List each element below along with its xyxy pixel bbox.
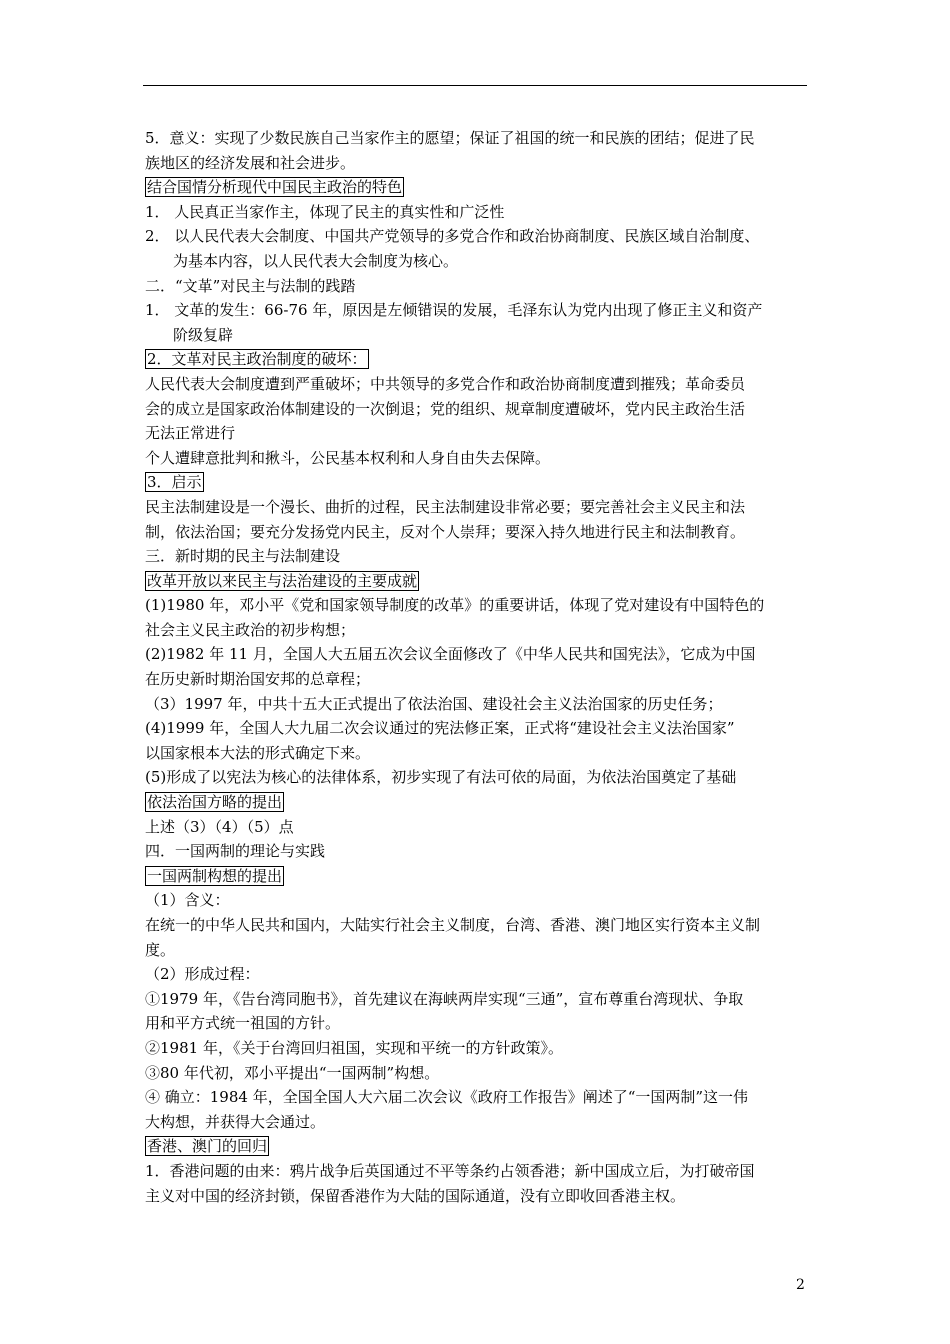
line-text: 阶级复辟 [173, 325, 234, 344]
section-heading [145, 347, 810, 372]
text-line [145, 446, 810, 471]
text-line [145, 298, 810, 323]
text-line [145, 815, 810, 840]
line-text: ④ 确立：1984 年，全国全国人大六届二次会议《政府工作报告》阐述了“一国两制”这一伟 [145, 1088, 749, 1107]
line-text: 社会主义民主政治的初步构想； [145, 620, 356, 639]
text-line [145, 987, 810, 1012]
line-text: （3）1997 年，中共十五大正式提出了依法治国、建设社会主义法治国家的历史任务； [145, 694, 723, 713]
text-line [145, 1061, 810, 1086]
text-line [145, 913, 810, 938]
text-line [145, 1184, 810, 1209]
section-heading [145, 569, 810, 594]
line-text: (2)1982 年 11 月，全国人大五届五次会议全面修改了《中华人民共和国宪法》，它成为中国 [145, 645, 756, 664]
section-heading [145, 790, 810, 815]
line-text: 二．“文革”对民主与法制的践踏 [145, 276, 356, 295]
text-line [145, 544, 810, 569]
line-text: 会的成立是国家政治体制建设的一次倒退；党的组织、规章制度遭破坏，党内民主政治生活 [145, 399, 746, 418]
text-line [145, 888, 810, 913]
section-heading [145, 1134, 810, 1159]
line-text: 民主法制建设是一个漫长、曲折的过程，民主法制建设非常必要；要完善社会主义民主和法 [145, 497, 746, 516]
document-body [145, 126, 810, 1208]
line-text: 1． 文革的发生：66-76 年，原因是左倾错误的发展，毛泽东认为党内出现了修正主义和资产 [145, 301, 763, 320]
text-line [145, 520, 810, 545]
text-line [145, 1036, 810, 1061]
line-text: 族地区的经济发展和社会进步。 [145, 153, 356, 172]
text-line [145, 765, 810, 790]
line-text: ②1981 年，《关于台湾回归祖国，实现和平统一的方针政策》。 [145, 1038, 563, 1057]
line-text: ③80 年代初，邓小平提出“一国两制”构想。 [145, 1063, 440, 1082]
text-line [145, 618, 810, 643]
line-text: 上述（3）（4）（5）点 [145, 817, 294, 836]
text-line [145, 1085, 810, 1110]
text-line [145, 642, 810, 667]
text-line [145, 151, 810, 176]
text-line [145, 421, 810, 446]
page-number: 2 [796, 1277, 805, 1293]
line-text: （1）含义： [145, 891, 230, 910]
section-heading-text: 改革开放以来民主与法治建设的主要成就 [147, 571, 418, 590]
section-heading [145, 864, 810, 889]
line-text: (5)形成了以宪法为核心的法律体系，初步实现了有法可依的局面，为依法治国奠定了基础 [145, 768, 737, 787]
section-heading [145, 175, 810, 200]
line-text: 四．一国两制的理论与实践 [145, 842, 326, 861]
text-line [145, 495, 810, 520]
text-line [145, 274, 810, 299]
line-text: 无法正常进行 [145, 424, 236, 443]
section-heading-text: 3．启示 [147, 473, 202, 492]
text-line [145, 200, 810, 225]
text-line [145, 323, 810, 348]
header-rule [143, 85, 807, 86]
section-heading-text: 一国两制构想的提出 [147, 866, 283, 885]
line-text: （2）形成过程： [145, 965, 260, 984]
text-line [145, 938, 810, 963]
section-heading-text: 依法治国方略的提出 [147, 793, 283, 812]
section-heading-text: 结合国情分析现代中国民主政治的特色 [147, 178, 403, 197]
line-text: 2． 以人民代表大会制度、中国共产党领导的多党合作和政治协商制度、民族区域自治制度、 [145, 227, 760, 246]
line-text: 以国家根本大法的形式确定下来。 [145, 743, 371, 762]
text-line [145, 1011, 810, 1036]
line-text: ①1979 年，《告台湾同胞书》，首先建议在海峡两岸实现“三通”，宣布尊重台湾现状、争取 [145, 989, 744, 1008]
line-text: 1． 人民真正当家作主，体现了民主的真实性和广泛性 [145, 202, 505, 221]
line-text: 制，依法治国；要充分发扬党内民主，反对个人崇拜；要深入持久地进行民主和法制教育。 [145, 522, 746, 541]
line-text: 三．新时期的民主与法制建设 [145, 547, 341, 566]
text-line [145, 249, 810, 274]
text-line [145, 126, 810, 151]
line-text: 个人遭肆意批判和揪斗，公民基本权利和人身自由失去保障。 [145, 448, 551, 467]
text-line [145, 667, 810, 692]
text-line [145, 962, 810, 987]
text-line [145, 741, 810, 766]
line-text: 在统一的中华人民共和国内，大陆实行社会主义制度，台湾、香港、澳门地区实行资本主义制 [145, 916, 761, 934]
section-heading-text: 香港、澳门的回归 [147, 1137, 268, 1156]
text-line [145, 224, 810, 249]
line-text: 1．香港问题的由来：鸦片战争后英国通过不平等条约占领香港；新中国成立后，为打破帝国 [145, 1161, 755, 1180]
text-line [145, 716, 810, 741]
line-text: (1)1980 年，邓小平《党和国家领导制度的改革》的重要讲话，体现了党对建设有中国特色的 [145, 596, 765, 615]
text-line [145, 1159, 810, 1184]
line-text: 用和平方式统一祖国的方针。 [145, 1014, 341, 1033]
line-text: 为基本内容，以人民代表大会制度为核心。 [173, 251, 459, 270]
line-text: 主义对中国的经济封锁，保留香港作为大陆的国际通道，没有立即收回香港主权。 [145, 1186, 686, 1205]
text-line [145, 1110, 810, 1135]
line-text: 在历史新时期治国安邦的总章程； [145, 670, 371, 689]
text-line [145, 593, 810, 618]
section-heading [145, 470, 810, 495]
text-line [145, 397, 810, 422]
text-line [145, 839, 810, 864]
line-text: (4)1999 年，全国人大九届二次会议通过的宪法修正案，正式将“建设社会主义法治国家” [145, 719, 735, 738]
line-text: 5．意义：实现了少数民族自己当家作主的愿望；保证了祖国的统一和民族的团结；促进了民 [145, 129, 755, 147]
section-heading-text: 2．文革对民主政治制度的破坏： [147, 350, 367, 369]
text-line [145, 692, 810, 717]
line-text: 大构想，并获得大会通过。 [145, 1112, 326, 1131]
text-line [145, 372, 810, 397]
line-text: 人民代表大会制度遭到严重破坏；中共领导的多党合作和政治协商制度遭到摧残；革命委员 [145, 374, 746, 393]
line-text: 度。 [145, 940, 176, 959]
